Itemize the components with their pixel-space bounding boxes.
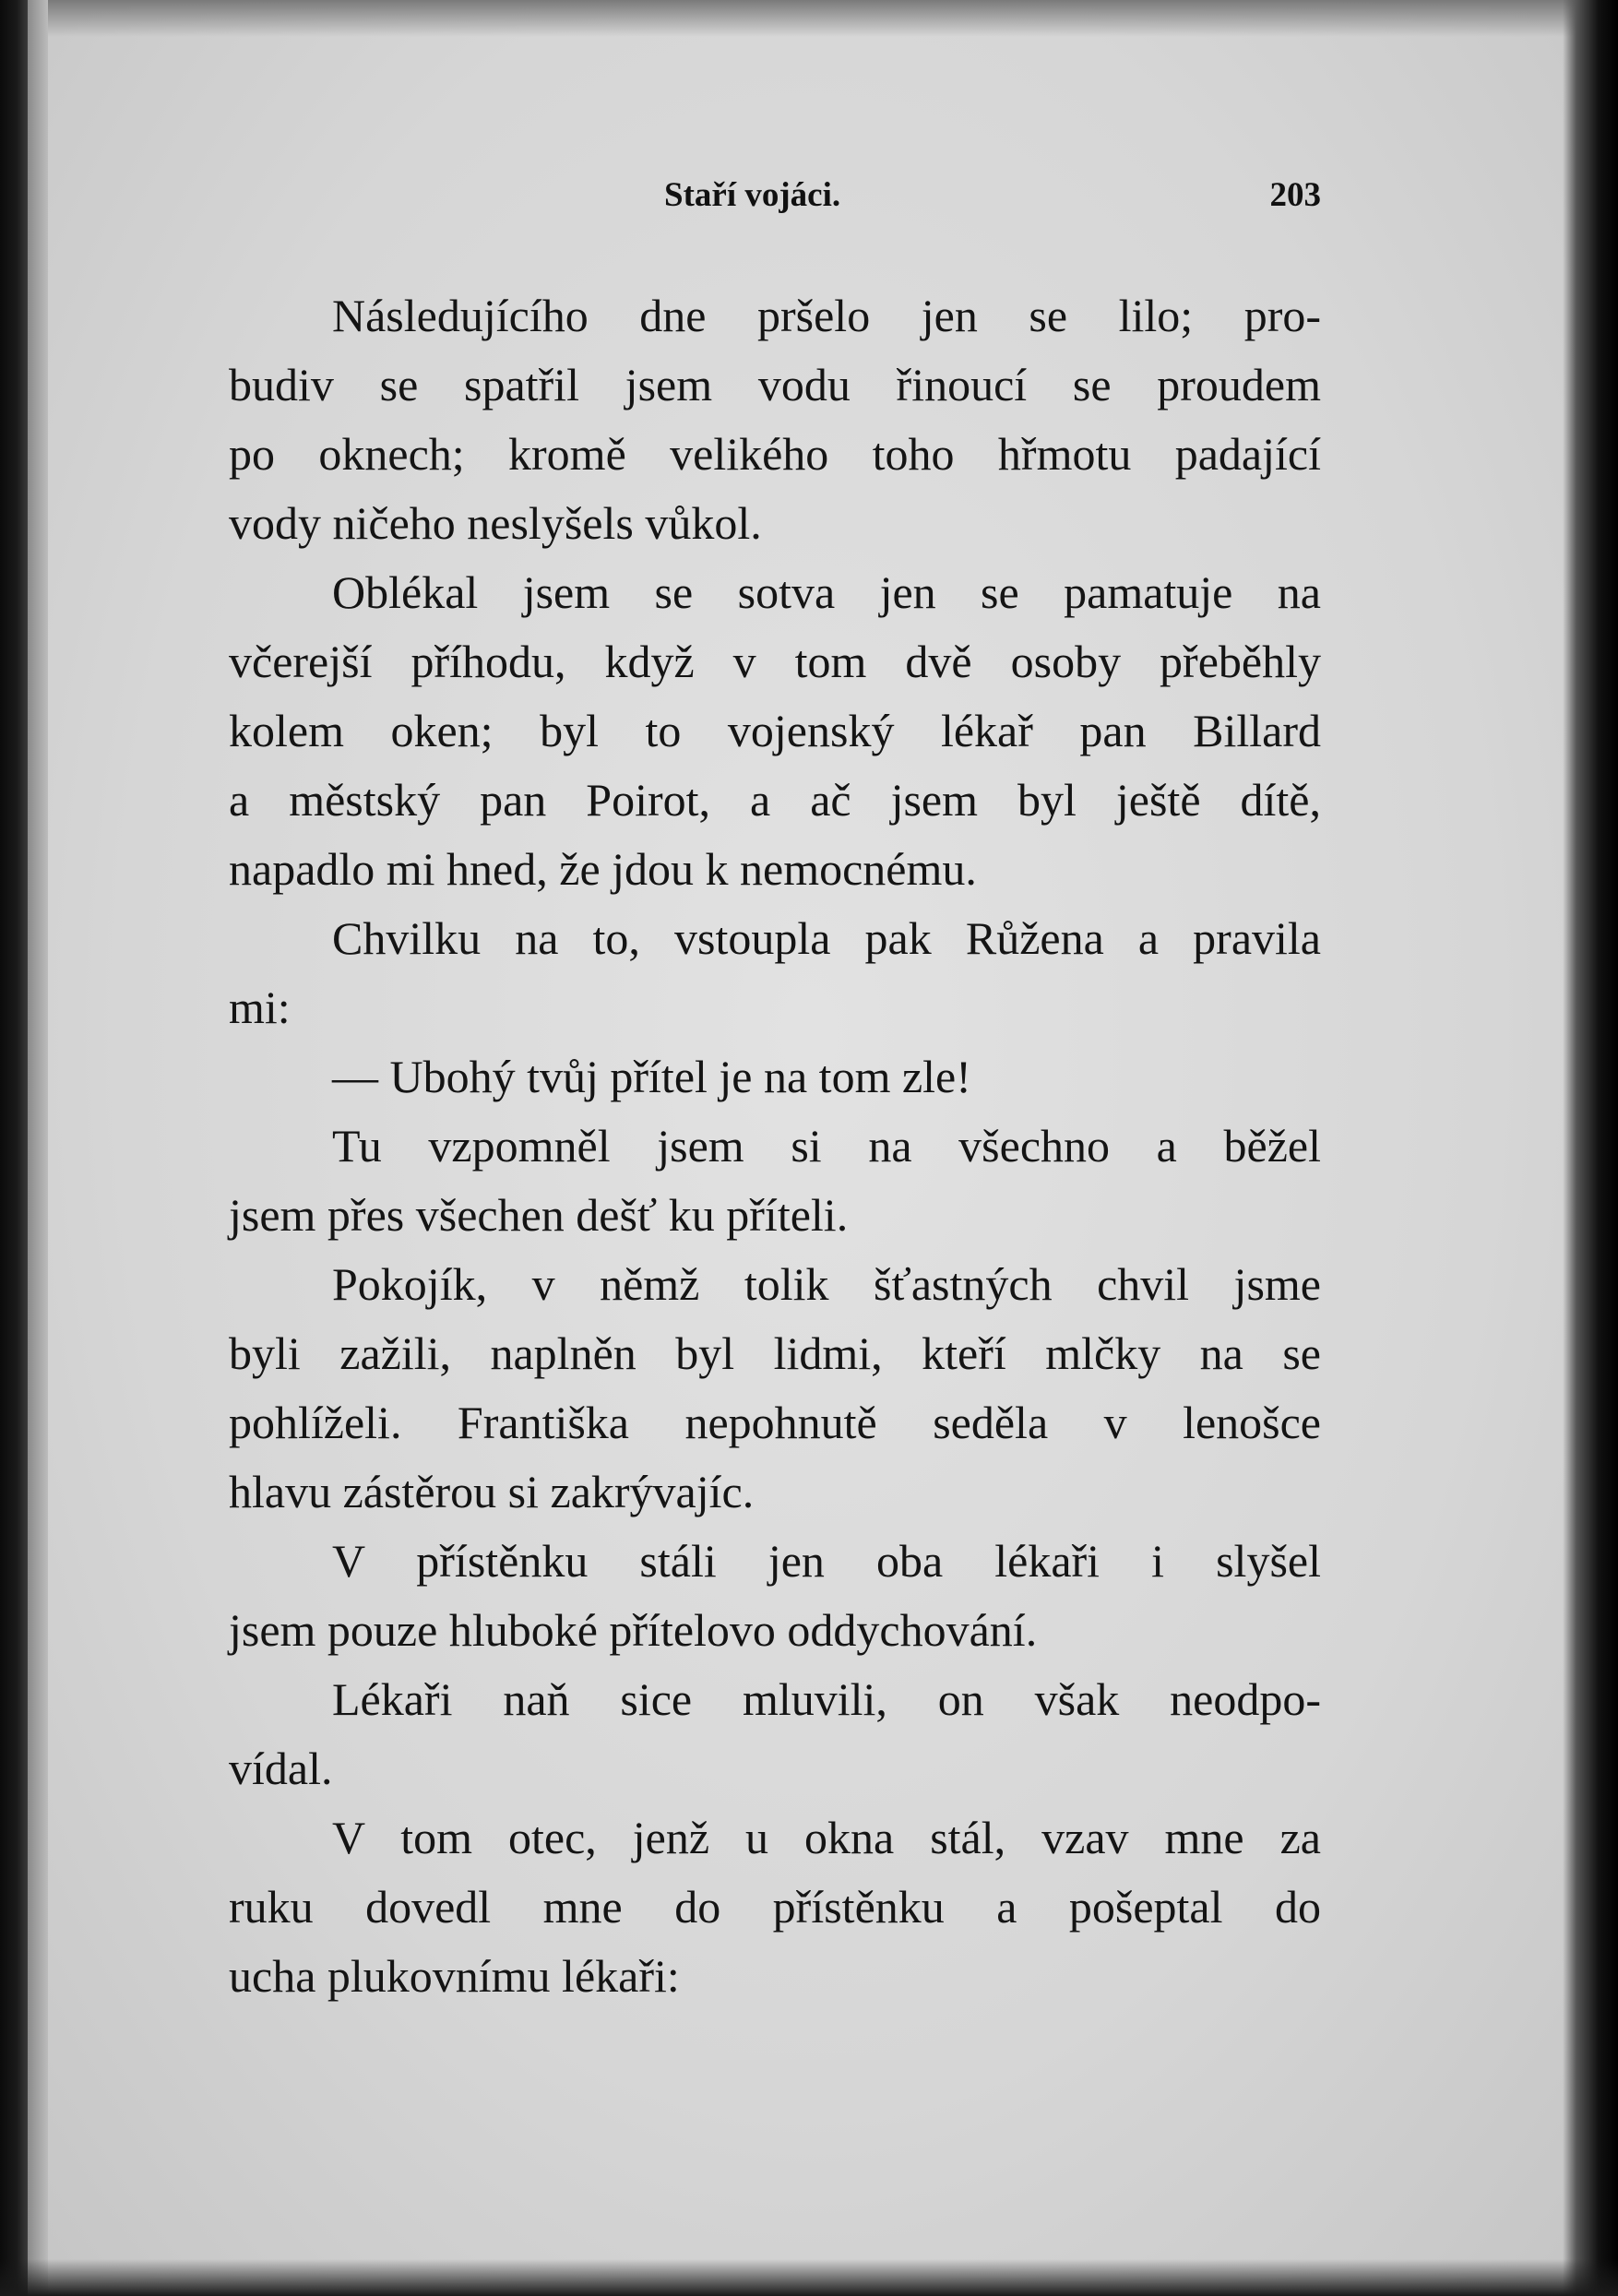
text-line: kolem oken; byl to vojenský lékař pan Billard xyxy=(229,705,1321,756)
text-line: jsem pouze hluboké přítelovo oddychování. xyxy=(229,1604,1038,1656)
text-line: hlavu zástěrou si zakrývajíc. xyxy=(229,1466,755,1517)
text-line: V přístěnku stáli jen oba lékaři i slyšel xyxy=(332,1535,1321,1587)
text-line: mi: xyxy=(229,981,291,1033)
page-number: 203 xyxy=(1269,176,1321,214)
text-line: včerejší příhodu, když v tom dvě osoby přeběhly xyxy=(229,636,1321,687)
text-line: vody ničeho neslyšels vůkol. xyxy=(229,497,762,549)
text-line: vídal. xyxy=(229,1743,333,1794)
text-line: budiv se spatřil jsem vodu řinoucí se proudem xyxy=(229,359,1321,410)
text-line: jsem přes všechen dešť ku příteli. xyxy=(229,1189,849,1241)
text-line: ucha plukovnímu lékaři: xyxy=(229,1950,680,2002)
scan-top-shadow xyxy=(0,0,1618,37)
running-title: Staří vojáci. xyxy=(664,176,841,214)
text-line: Následujícího dne pršelo jen se lilo; pro- xyxy=(332,290,1321,341)
text-line: a městský pan Poirot, a ač jsem byl ještě dítě, xyxy=(229,774,1321,826)
text-line: V tom otec, jenž u okna stál, vzav mne za xyxy=(332,1812,1321,1863)
text-line: pohlíželi. Františka nepohnutě seděla v lenošce xyxy=(229,1397,1321,1448)
text-line: napadlo mi hned, že jdou k nemocnému. xyxy=(229,843,977,895)
body-text xyxy=(229,281,1321,2011)
text-line: Pokojík, v němž tolik šťastných chvil jsme xyxy=(332,1258,1321,1310)
text-line: — Ubohý tvůj přítel je na tom zle! xyxy=(332,1051,971,1102)
text-line: Oblékal jsem se sotva jen se pamatuje na xyxy=(332,566,1321,618)
text-line: po oknech; kromě velikého toho hřmotu padající xyxy=(229,428,1321,480)
text-line: Tu vzpomněl jsem si na všechno a běžel xyxy=(332,1120,1321,1172)
text-line: Lékaři naň sice mluvili, on však neodpo- xyxy=(332,1673,1321,1725)
scan-right-shadow xyxy=(1563,0,1618,2296)
text-line: ruku dovedl mne do přístěnku a pošeptal do xyxy=(229,1881,1321,1933)
text-line: byli zažili, naplněn byl lidmi, kteří mlčky na se xyxy=(229,1327,1321,1379)
scan-bottom-shadow xyxy=(0,2259,1618,2296)
scan-left-page-edge xyxy=(28,0,48,2296)
page-header xyxy=(231,168,1321,223)
text-line: Chvilku na to, vstoupla pak Růžena a pravila xyxy=(332,912,1321,964)
scan-left-binding-shadow xyxy=(0,0,28,2296)
